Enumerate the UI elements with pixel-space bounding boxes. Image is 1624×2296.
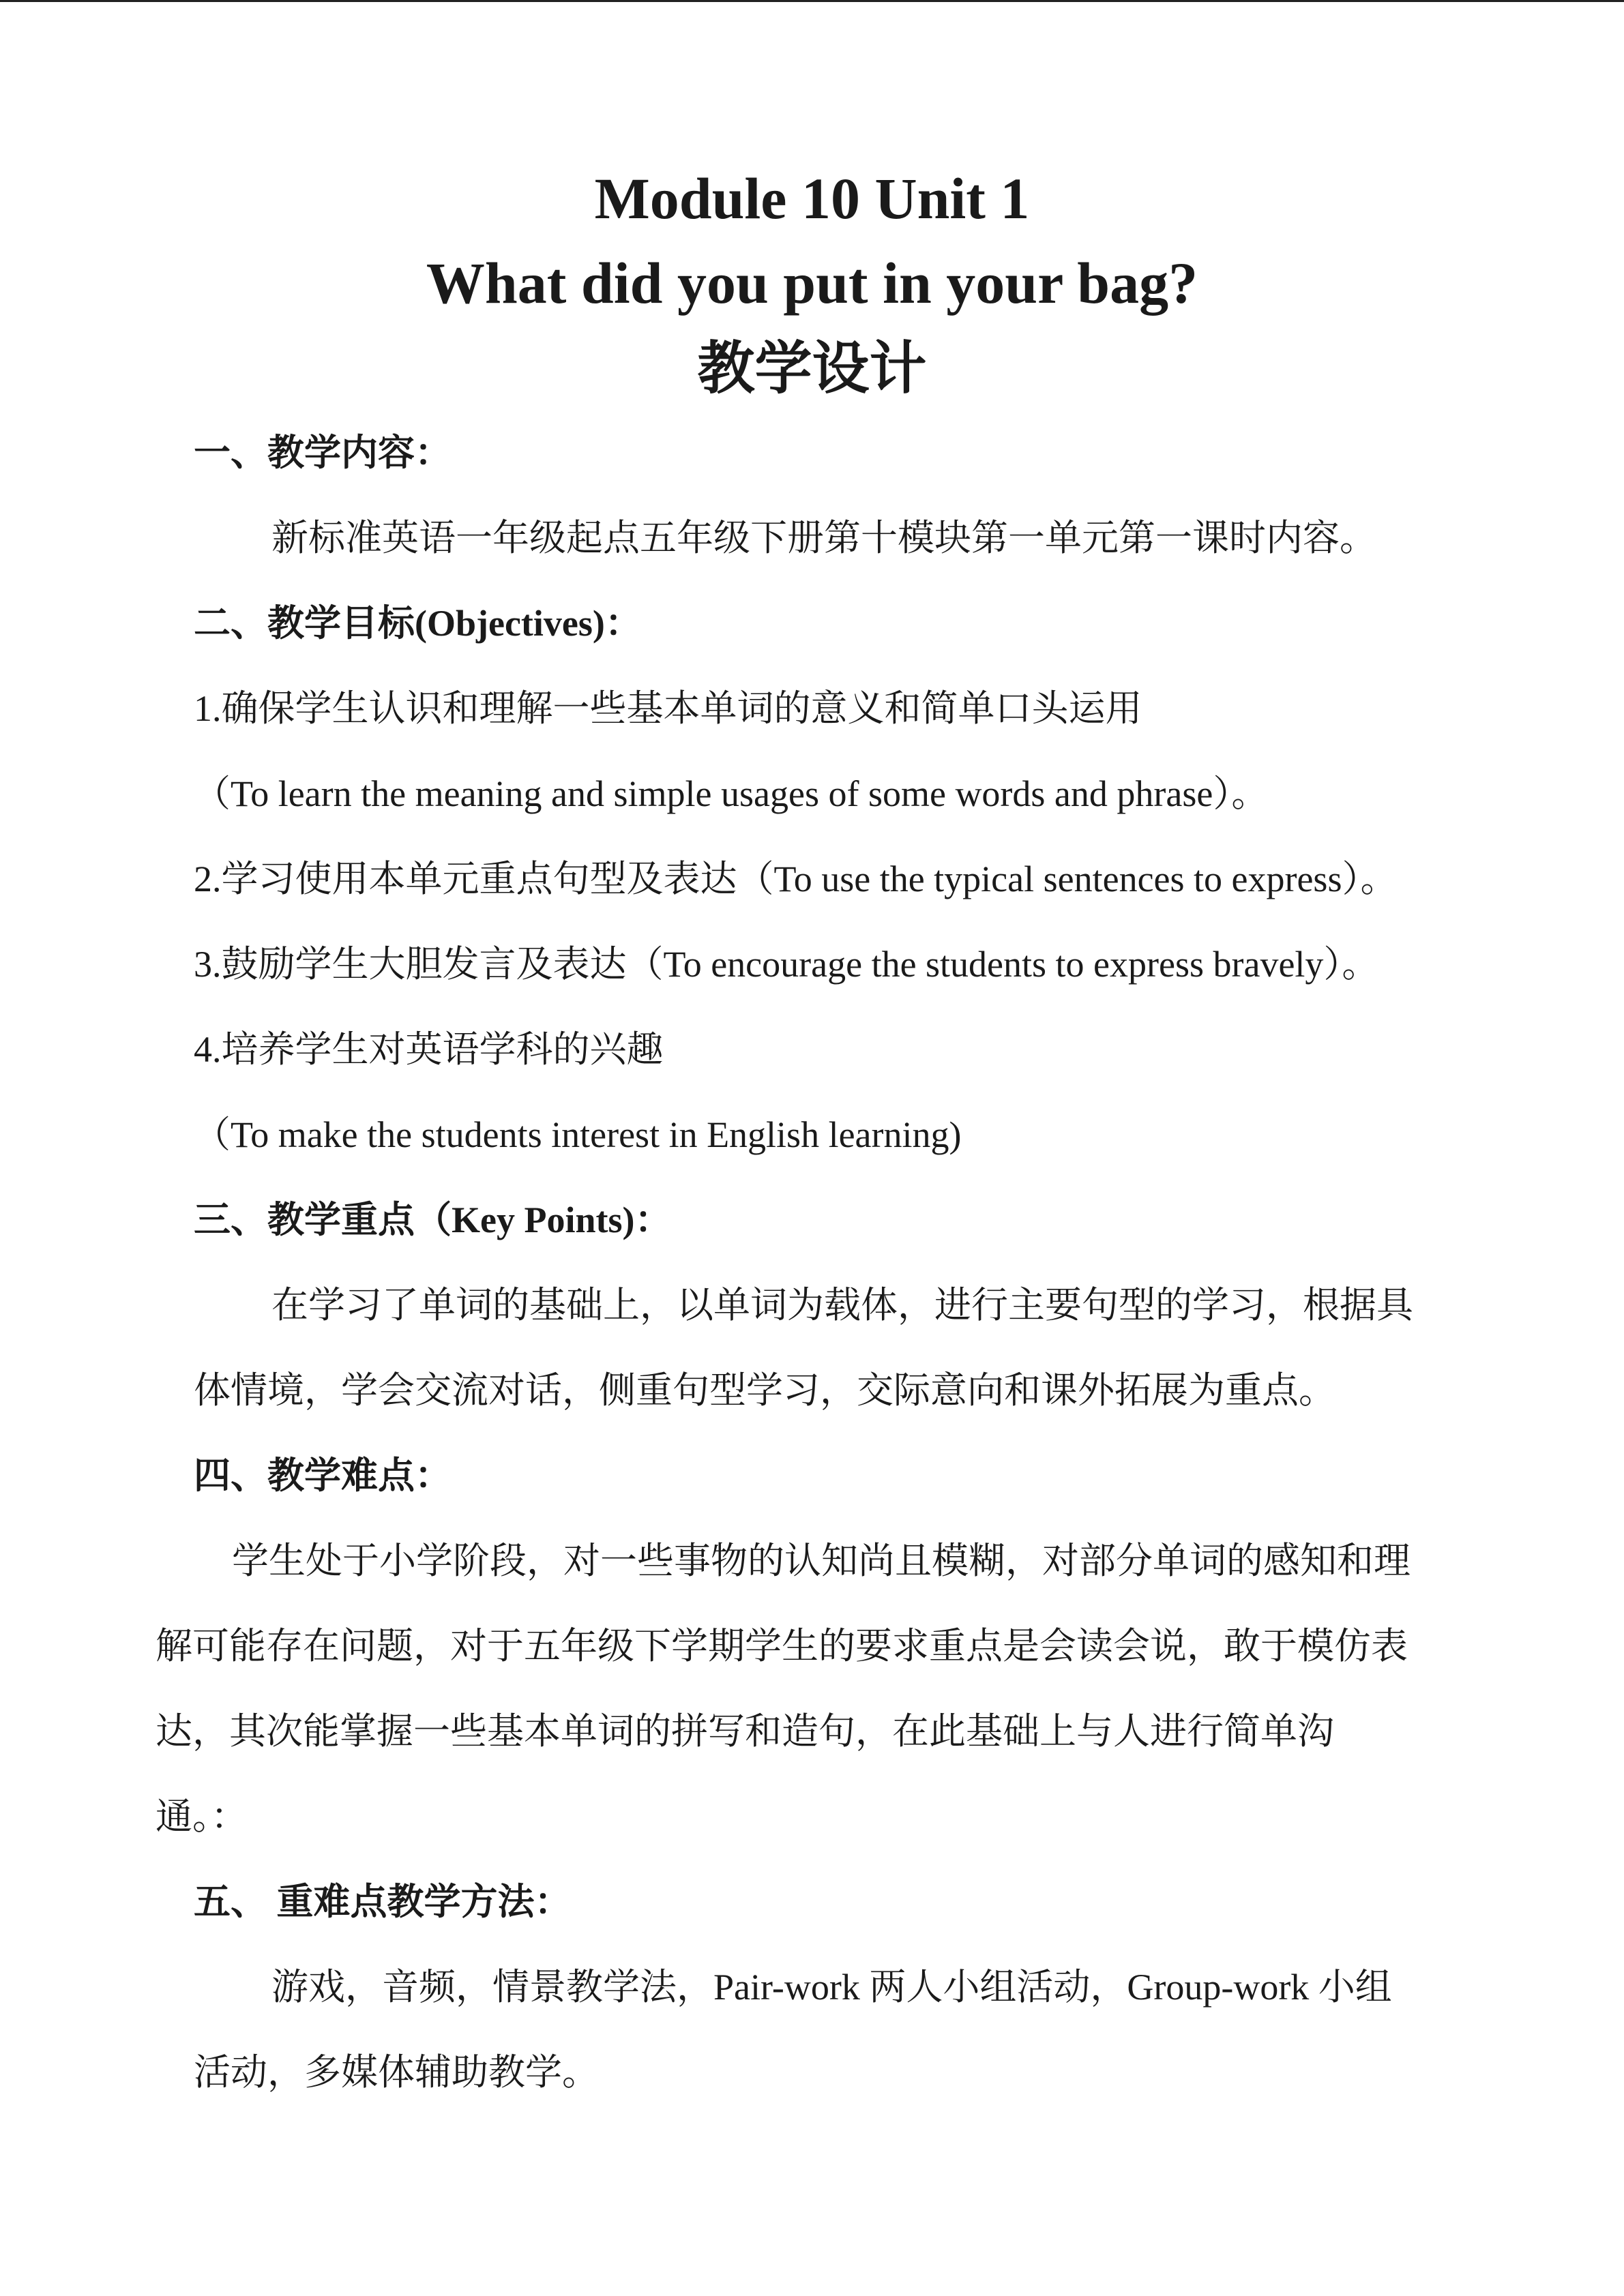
- objective-line: 2.学习使用本单元重点句型及表达（To use the typical sentences to express）。: [194, 859, 1398, 899]
- difficulties-line: 通。：: [156, 1796, 248, 1837]
- section-heading-methods: 五、 重难点教学方法：: [194, 1881, 572, 1922]
- difficulties-line: 达，其次能掌握一些基本单词的拼写和造句，在此基础上与人进行简单沟: [156, 1711, 1334, 1752]
- section-heading-key-points: 三、教学重点（Key Points)：: [194, 1199, 672, 1240]
- objective-line: 1.确保学生认识和理解一些基本单词的意义和简单口头运用: [194, 688, 1142, 729]
- content-line: 新标准英语一年级起点五年级下册第十模块第一单元第一课时内容。: [271, 518, 1376, 558]
- title-module-unit: Module 10 Unit 1: [594, 166, 1030, 231]
- section-heading-difficulties: 四、教学难点：: [194, 1455, 452, 1496]
- objective-line: 4.培养学生对英语学科的兴趣: [194, 1029, 664, 1070]
- methods-line: 游戏，音频，情景教学法，Pair-work 两人小组活动，Group-work 小组: [271, 1967, 1392, 2008]
- key-points-line: 体情境，学会交流对话，侧重句型学习，交际意向和课外拓展为重点。: [194, 1370, 1335, 1411]
- difficulties-line: 解可能存在问题，对于五年级下学期学生的要求重点是会读会说，敢于模仿表: [156, 1626, 1408, 1667]
- objective-line: 3.鼓励学生大胆发言及表达（To encourage the students to express bravely）。: [194, 944, 1379, 985]
- title-question: What did you put in your bag?: [426, 250, 1198, 316]
- title-teaching-design: 教学设计: [697, 335, 927, 402]
- objective-line: （To make the students interest in English learning): [194, 1114, 962, 1155]
- section-heading-objectives: 二、教学目标(Objectives)：: [194, 603, 642, 644]
- objective-line: （To learn the meaning and simple usages of some words and phrase）。: [194, 773, 1269, 814]
- methods-line: 活动，多媒体辅助教学。: [194, 2052, 599, 2093]
- top-border-line: [0, 0, 1624, 2]
- key-points-line: 在学习了单词的基础上，以单词为载体，进行主要句型的学习，根据具: [271, 1285, 1413, 1326]
- difficulties-line: 学生处于小学阶段，对一些事物的认知尚且模糊，对部分单词的感知和理: [232, 1540, 1411, 1581]
- section-heading-content: 一、教学内容：: [194, 432, 452, 473]
